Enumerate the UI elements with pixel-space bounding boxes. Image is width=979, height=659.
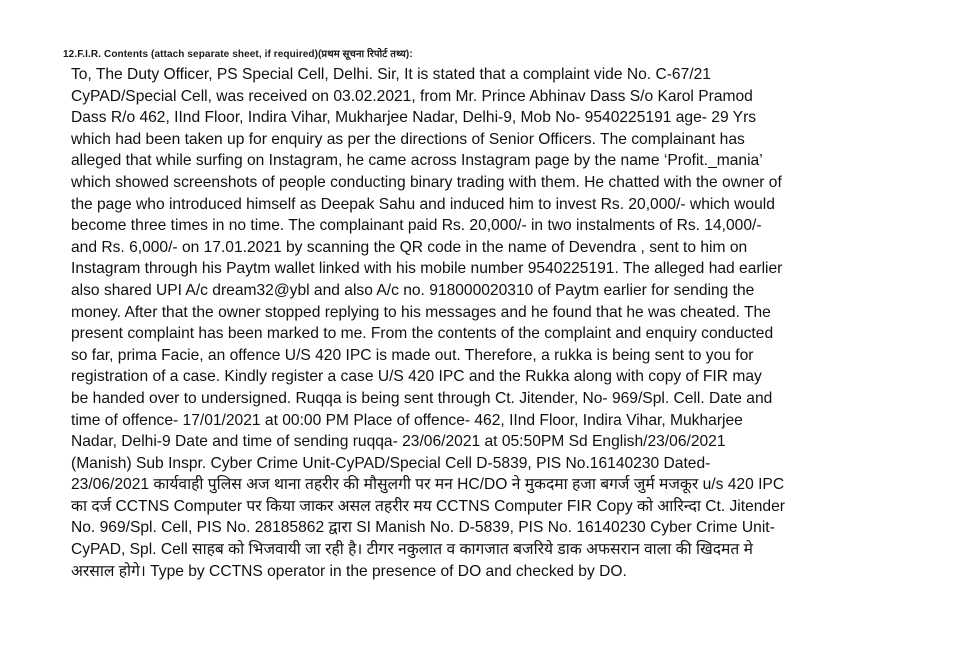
body-line: which had been taken up for enquiry as per the directions of Senior Officers. The complainant has <box>71 130 745 148</box>
section-heading: 12.F.I.R. Contents (attach separate sheet, if required)(प्रथम सूचना रिपोर्ट तथ्य): <box>63 49 413 60</box>
body-line: registration of a case. Kindly register a case U/S 420 IPC and the Rukka along with copy of FIR may <box>71 368 762 386</box>
body-line: का दर्ज CCTNS Computer पर किया जाकर असल तहरीर मय CCTNS Computer FIR Copy को आरिन्दा Ct. Jitender <box>71 497 785 515</box>
body-line: Nadar, Delhi-9 Date and time of sending ruqqa- 23/06/2021 at 05:50PM Sd English/23/06/2021 <box>71 433 726 451</box>
body-line: अरसाल होगे। Type by CCTNS operator in the presence of DO and checked by DO. <box>71 562 627 580</box>
body-line: so far, prima Facie, an offence U/S 420 IPC is made out. Therefore, a rukka is being sent to you for <box>71 346 754 364</box>
body-line: CyPAD/Special Cell, was received on 03.02.2021, from Mr. Prince Abhinav Dass S/o Karol Pramod <box>71 87 753 105</box>
body-line: the page who introduced himself as Deepak Sahu and induced him to invest Rs. 20,000/- which would <box>71 195 775 213</box>
body-line: be handed over to undersigned. Ruqqa is being sent through Ct. Jitender, No- 969/Spl. Cell. Date and <box>71 389 773 407</box>
body-line: To, The Duty Officer, PS Special Cell, Delhi. Sir, It is stated that a complaint vide No. C-67/21 <box>71 66 711 83</box>
body-line: alleged that while surfing on Instagram, he came across Instagram page by the name ‘Profit._mania’ <box>71 152 763 170</box>
body-line: and Rs. 6,000/- on 17.01.2021 by scanning the QR code in the name of Devendra , sent to him on <box>71 238 748 256</box>
body-line: also shared UPI A/c dream32@ybl and also A/c no. 918000020310 of Paytm earlier for sending the <box>71 281 755 299</box>
body-line: 23/06/2021 कार्यवाही पुलिस अज थाना तहरीर की मौसुलगी पर मन HC/DO ने मुकदमा हजा बगर्ज जुर्म मजकूर u/s 420 IPC <box>71 476 785 494</box>
fir-contents-body <box>71 64 931 582</box>
body-line: Dass R/o 462, IInd Floor, Indira Vihar, Mukharjee Nadar, Delhi-9, Mob No- 9540225191 age- 29 Yrs <box>71 109 757 127</box>
body-line: No. 969/Spl. Cell, PIS No. 28185862 द्वारा SI Manish No. D-5839, PIS No. 16140230 Cyber Crime Unit- <box>71 519 775 537</box>
body-line: present complaint has been marked to me. From the contents of the complaint and enquiry conducted <box>71 325 774 343</box>
body-line: (Manish) Sub Inspr. Cyber Crime Unit-CyPAD/Special Cell D-5839, PIS No.16140230 Dated- <box>71 454 711 472</box>
body-line: Instagram through his Paytm wallet linked with his mobile number 9540225191. The alleged had earlier <box>71 260 783 278</box>
body-line: become three times in no time. The complainant paid Rs. 20,000/- in two instalments of Rs. 14,000/- <box>71 217 762 235</box>
body-line: time of offence- 17/01/2021 at 00:00 PM Place of offence- 462, IInd Floor, Indira Vihar, Mukharjee <box>71 411 743 429</box>
body-line: which showed screenshots of people conducting binary trading with them. He chatted with the owner of <box>71 173 782 191</box>
body-line: money. After that the owner stopped replying to his messages and he found that he was cheated. The <box>71 303 771 321</box>
body-line: CyPAD, Spl. Cell साहब को भिजवायी जा रही है। टीगर नकुलात व कागजात बजरिये डाक अफसरान वाला की खिदमत मे <box>71 541 753 559</box>
